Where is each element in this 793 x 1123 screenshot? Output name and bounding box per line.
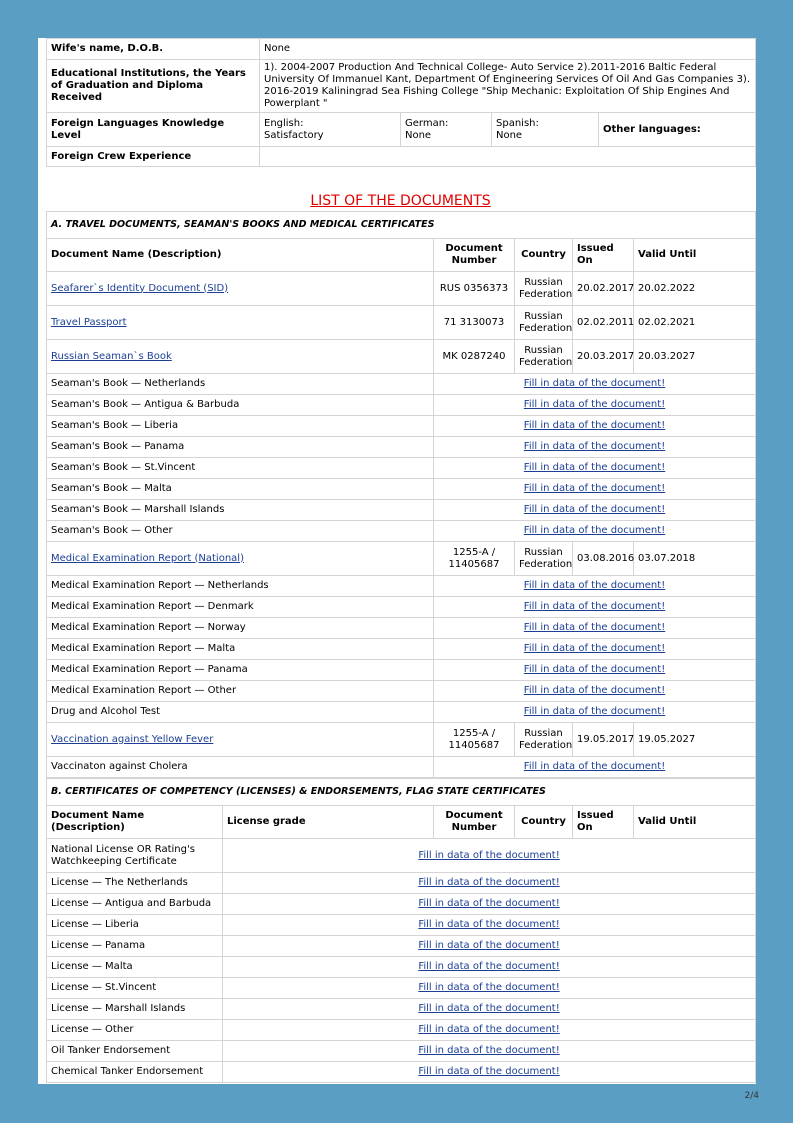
fill-cell (434, 374, 756, 395)
doc-name: Medical Examination Report — Denmark (47, 597, 434, 618)
table-row (47, 500, 756, 521)
doc-valid: 02.02.2021 (634, 306, 756, 340)
doc-name-link[interactable]: Russian Seaman`s Book (51, 350, 172, 362)
languages-label: Foreign Languages Knowledge Level (47, 113, 260, 147)
fill-cell (223, 839, 756, 873)
doc-name: Drug and Alcohol Test (47, 702, 434, 723)
fill-in-link[interactable]: Fill in data of the document! (523, 399, 666, 410)
table-row (47, 618, 756, 639)
header-doc-number: Document Number (434, 239, 515, 272)
table-row (47, 957, 756, 978)
doc-name-link[interactable]: Vaccination against Yellow Fever (51, 733, 214, 745)
doc-number: MK 0287240 (434, 340, 515, 374)
fill-cell (434, 500, 756, 521)
crew-experience-value (260, 147, 756, 167)
fill-in-link[interactable]: Fill in data of the document! (418, 877, 560, 888)
fill-cell (223, 894, 756, 915)
doc-name-link[interactable]: Seafarer`s Identity Document (SID) (51, 282, 229, 294)
fill-cell (223, 1062, 756, 1083)
fill-cell (434, 660, 756, 681)
header-doc-name: Document Name (Description) (47, 806, 223, 839)
doc-name-cell (47, 272, 434, 306)
education-label: Educational Institutions, the Years of Graduation and Diploma Received (47, 60, 260, 113)
header-issued: Issued On (573, 239, 634, 272)
table-row (47, 437, 756, 458)
doc-issued: 20.03.2017 (573, 340, 634, 374)
doc-name: Seaman's Book — Other (47, 521, 434, 542)
table-row (47, 723, 756, 757)
doc-name-cell (47, 542, 434, 576)
table-row (47, 681, 756, 702)
fill-in-link[interactable]: Fill in data of the document! (523, 441, 666, 452)
doc-name: License — The Netherlands (47, 873, 223, 894)
doc-name: License — Panama (47, 936, 223, 957)
fill-in-link[interactable]: Fill in data of the document! (418, 1045, 560, 1056)
doc-name: National License OR Rating's Watchkeeping Certificate (47, 839, 223, 873)
table-row (47, 576, 756, 597)
education-value: 1). 2004-2007 Production And Technical College- Auto Service 2).2011-2016 Baltic Federal University Of Immanuel Kant, Department Of Engineering Services Of Oil And Gas Companies 3). 2016-2019 Kaliningrad Sea Fishing College "Ship Mechanic: Exploitation Of Ship Engines And Powerplant " (260, 60, 756, 113)
doc-name: Seaman's Book — Antigua & Barbuda (47, 395, 434, 416)
table-row (47, 936, 756, 957)
fill-cell (223, 999, 756, 1020)
fill-in-link[interactable]: Fill in data of the document! (523, 580, 666, 591)
language-level: None (405, 129, 432, 141)
wife-value: None (260, 39, 756, 60)
fill-in-link[interactable]: Fill in data of the document! (418, 898, 560, 909)
fill-cell (434, 681, 756, 702)
table-row (47, 416, 756, 437)
fill-in-link[interactable]: Fill in data of the document! (523, 601, 666, 612)
fill-in-link[interactable]: Fill in data of the document! (418, 961, 560, 972)
other-languages-label: Other languages: (599, 113, 756, 147)
language-name: German: (405, 117, 449, 129)
header-country: Country (515, 806, 573, 839)
fill-in-link[interactable]: Fill in data of the document! (523, 420, 666, 431)
doc-issued: 02.02.2011 (573, 306, 634, 340)
fill-cell (223, 978, 756, 999)
doc-name: License — Malta (47, 957, 223, 978)
fill-in-link[interactable]: Fill in data of the document! (418, 1003, 560, 1014)
doc-number: 1255-A / 11405687 (434, 723, 515, 757)
doc-name-cell (47, 340, 434, 374)
fill-cell (434, 618, 756, 639)
doc-issued: 19.05.2017 (573, 723, 634, 757)
fill-in-link[interactable]: Fill in data of the document! (523, 378, 666, 389)
fill-cell (434, 395, 756, 416)
doc-name: Medical Examination Report — Norway (47, 618, 434, 639)
table-row (47, 639, 756, 660)
table-row (47, 479, 756, 500)
doc-name-link[interactable]: Medical Examination Report (National) (51, 552, 244, 564)
table-row (47, 894, 756, 915)
fill-in-link[interactable]: Fill in data of the document! (523, 643, 666, 654)
language-german (401, 113, 492, 147)
table-row (47, 839, 756, 873)
doc-country: Russian Federation (515, 306, 573, 340)
fill-cell (434, 479, 756, 500)
table-row (47, 374, 756, 395)
header-issued: Issued On (573, 806, 634, 839)
doc-name: Vaccinaton against Cholera (47, 757, 434, 778)
fill-cell (223, 936, 756, 957)
doc-name: Chemical Tanker Endorsement (47, 1062, 223, 1083)
doc-issued: 20.02.2017 (573, 272, 634, 306)
table-row (47, 1020, 756, 1041)
table-row (47, 978, 756, 999)
fill-cell (434, 757, 756, 778)
table-row (47, 915, 756, 936)
doc-country: Russian Federation (515, 542, 573, 576)
doc-name: Seaman's Book — Netherlands (47, 374, 434, 395)
fill-cell (223, 1041, 756, 1062)
fill-in-link[interactable]: Fill in data of the document! (418, 849, 560, 861)
doc-name-cell (47, 723, 434, 757)
fill-in-link[interactable]: Fill in data of the document! (523, 504, 666, 515)
document-page (38, 38, 756, 1084)
page-number: 2/4 (744, 1091, 759, 1101)
doc-number: 1255-A / 11405687 (434, 542, 515, 576)
table-row (47, 306, 756, 340)
fill-cell (434, 521, 756, 542)
doc-name: License — Marshall Islands (47, 999, 223, 1020)
section-a-title: A. TRAVEL DOCUMENTS, SEAMAN'S BOOKS AND MEDICAL CERTIFICATES (47, 212, 756, 239)
fill-in-link[interactable]: Fill in data of the document! (523, 706, 666, 717)
section-b-title: B. CERTIFICATES OF COMPETENCY (LICENSES) & ENDORSEMENTS, FLAG STATE CERTIFICATES (47, 779, 756, 806)
table-row (47, 458, 756, 479)
doc-name: Seaman's Book — Marshall Islands (47, 500, 434, 521)
doc-country: Russian Federation (515, 723, 573, 757)
header-valid: Valid Until (634, 806, 756, 839)
fill-in-link[interactable]: Fill in data of the document! (523, 462, 666, 473)
table-row (47, 340, 756, 374)
table-row (47, 1062, 756, 1083)
header-country: Country (515, 239, 573, 272)
fill-cell (434, 416, 756, 437)
table-row (47, 272, 756, 306)
doc-name-link[interactable]: Travel Passport (51, 316, 127, 328)
header-valid: Valid Until (634, 239, 756, 272)
fill-in-link[interactable]: Fill in data of the document! (418, 982, 560, 993)
fill-in-link[interactable]: Fill in data of the document! (523, 622, 666, 633)
section-a-table (46, 211, 756, 778)
crew-experience-label: Foreign Crew Experience (47, 147, 260, 167)
table-row (47, 1041, 756, 1062)
doc-name: License — Antigua and Barbuda (47, 894, 223, 915)
header-doc-name: Document Name (Description) (47, 239, 434, 272)
fill-in-link[interactable]: Fill in data of the document! (418, 919, 560, 930)
doc-name: Seaman's Book — Malta (47, 479, 434, 500)
fill-in-link[interactable]: Fill in data of the document! (418, 1024, 560, 1035)
doc-name: Seaman's Book — Panama (47, 437, 434, 458)
fill-in-link[interactable]: Fill in data of the document! (523, 525, 666, 536)
table-row (47, 702, 756, 723)
fill-cell (434, 458, 756, 479)
language-level: Satisfactory (264, 129, 324, 141)
fill-cell (434, 702, 756, 723)
table-row (47, 757, 756, 778)
doc-valid: 03.07.2018 (634, 542, 756, 576)
list-title: LIST OF THE DOCUMENTS (310, 193, 491, 209)
fill-in-link[interactable]: Fill in data of the document! (523, 664, 666, 675)
header-license-grade: License grade (223, 806, 434, 839)
doc-name: Medical Examination Report — Other (47, 681, 434, 702)
doc-number: RUS 0356373 (434, 272, 515, 306)
doc-name-cell (47, 306, 434, 340)
fill-cell (223, 1020, 756, 1041)
table-row (47, 660, 756, 681)
table-row (47, 999, 756, 1020)
doc-name: License — Other (47, 1020, 223, 1041)
doc-country: Russian Federation (515, 340, 573, 374)
fill-cell (434, 576, 756, 597)
wife-label: Wife's name, D.O.B. (47, 39, 260, 60)
language-level: None (496, 129, 523, 141)
doc-valid: 20.03.2027 (634, 340, 756, 374)
doc-number: 71 3130073 (434, 306, 515, 340)
fill-cell (434, 437, 756, 458)
doc-name: Medical Examination Report — Netherlands (47, 576, 434, 597)
language-name: English: (264, 117, 304, 129)
table-row (47, 395, 756, 416)
fill-in-link[interactable]: Fill in data of the document! (418, 940, 560, 951)
table-row (47, 542, 756, 576)
fill-cell (223, 957, 756, 978)
doc-name: Medical Examination Report — Panama (47, 660, 434, 681)
doc-name: Seaman's Book — St.Vincent (47, 458, 434, 479)
doc-country: Russian Federation (515, 272, 573, 306)
header-doc-number: Document Number (434, 806, 515, 839)
fill-cell (434, 639, 756, 660)
personal-info-table (46, 38, 756, 167)
language-name: Spanish: (496, 117, 539, 129)
fill-cell (223, 873, 756, 894)
fill-in-link[interactable]: Fill in data of the document! (523, 483, 666, 494)
fill-cell (434, 597, 756, 618)
doc-name: Seaman's Book — Liberia (47, 416, 434, 437)
fill-in-link[interactable]: Fill in data of the document! (523, 761, 666, 772)
language-spanish (492, 113, 599, 147)
doc-name: Medical Examination Report — Malta (47, 639, 434, 660)
doc-valid: 19.05.2027 (634, 723, 756, 757)
doc-issued: 03.08.2016 (573, 542, 634, 576)
fill-in-link[interactable]: Fill in data of the document! (523, 685, 666, 696)
fill-cell (223, 915, 756, 936)
doc-name: License — St.Vincent (47, 978, 223, 999)
table-row (47, 873, 756, 894)
doc-name: Oil Tanker Endorsement (47, 1041, 223, 1062)
table-row (47, 521, 756, 542)
table-row (47, 597, 756, 618)
section-b-table (46, 778, 756, 1083)
fill-in-link[interactable]: Fill in data of the document! (418, 1066, 560, 1077)
doc-name: License — Liberia (47, 915, 223, 936)
doc-valid: 20.02.2022 (634, 272, 756, 306)
language-english (260, 113, 401, 147)
